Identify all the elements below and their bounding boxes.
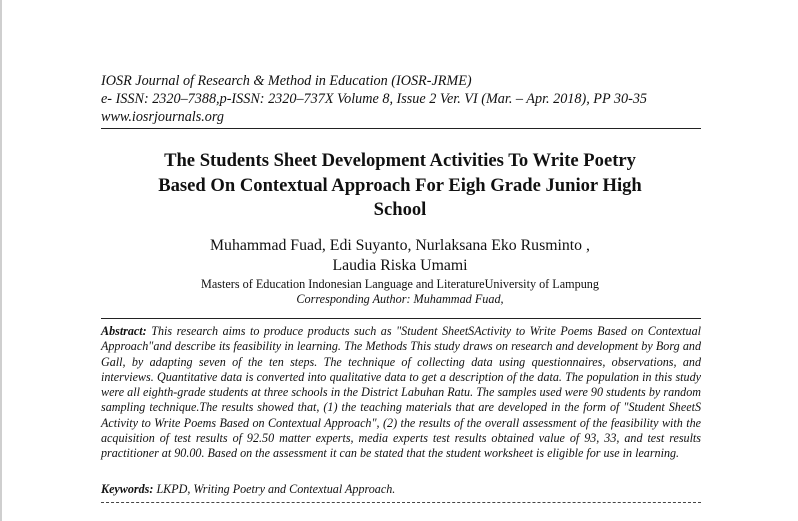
authors-line-1: Muhammad Fuad, Edi Suyanto, Nurlaksana Eko Rusminto , [210,237,590,254]
journal-name: IOSR Journal of Research & Method in Education (IOSR-JRME) [101,73,472,89]
abstract-rule [101,318,701,319]
authors-line-2: Laudia Riska Umami [332,257,468,274]
title-line-2: Based On Contextual Approach For Eigh Grade Junior High [158,174,642,196]
dashed-separator [101,502,701,503]
header-rule [101,128,701,129]
affiliation-block [60,277,740,307]
journal-website: www.iosrjournals.org [101,109,224,125]
abstract-label: Abstract: [101,324,147,338]
title-line-1: The Students Sheet Development Activities To Write Poetry [164,150,636,171]
keywords [101,482,701,497]
keywords-text: LKPD, Writing Poetry and Contextual Approach. [156,482,396,496]
affiliation: Masters of Education Indonesian Language and LiteratureUniversity of Lampung [201,277,599,291]
paper-title [60,149,740,223]
page-edge [0,0,2,521]
abstract-text: This research aims to produce products such as "Student SheetSActivity to Write Poems Based on Contextual Approach"and describe its feasibility in learning. The Methods This study draws on research and development by Borg and Gall, by adapting seven of the ten steps. The technique of collecting data using questionnaires, observations, and interviews. Quantitative data is converted into qualitative data to get a description of the data. The population in this study were all eighth-grade students at three schools in the District Labuhan Ratu. The samples used were 90 students by random sampling technique.The results showed that, (1) the teaching materials that are developed in the form of "Student SheetS Activity to Write Poems Based on Contextual Approach", (2) the results of the overall assessment of the feasibility with the acquisition of test results of 92.50 matter experts, media experts test results obtained value of 93, 33, and test results practitioner at 90.00. Based on the assessment it can be stated that the student worksheet is eligible for use in learning. [101,324,701,461]
authors [60,236,740,276]
keywords-label: Keywords: [101,482,154,496]
journal-header [101,72,701,126]
abstract [101,324,701,462]
corresponding-author: Corresponding Author: Muhammad Fuad, [296,292,504,306]
journal-issn: e- ISSN: 2320–7388,p-ISSN: 2320–737X Volume 8, Issue 2 Ver. VI (Mar. – Apr. 2018), PP 30-35 [101,91,648,107]
title-line-3: School [373,199,427,220]
